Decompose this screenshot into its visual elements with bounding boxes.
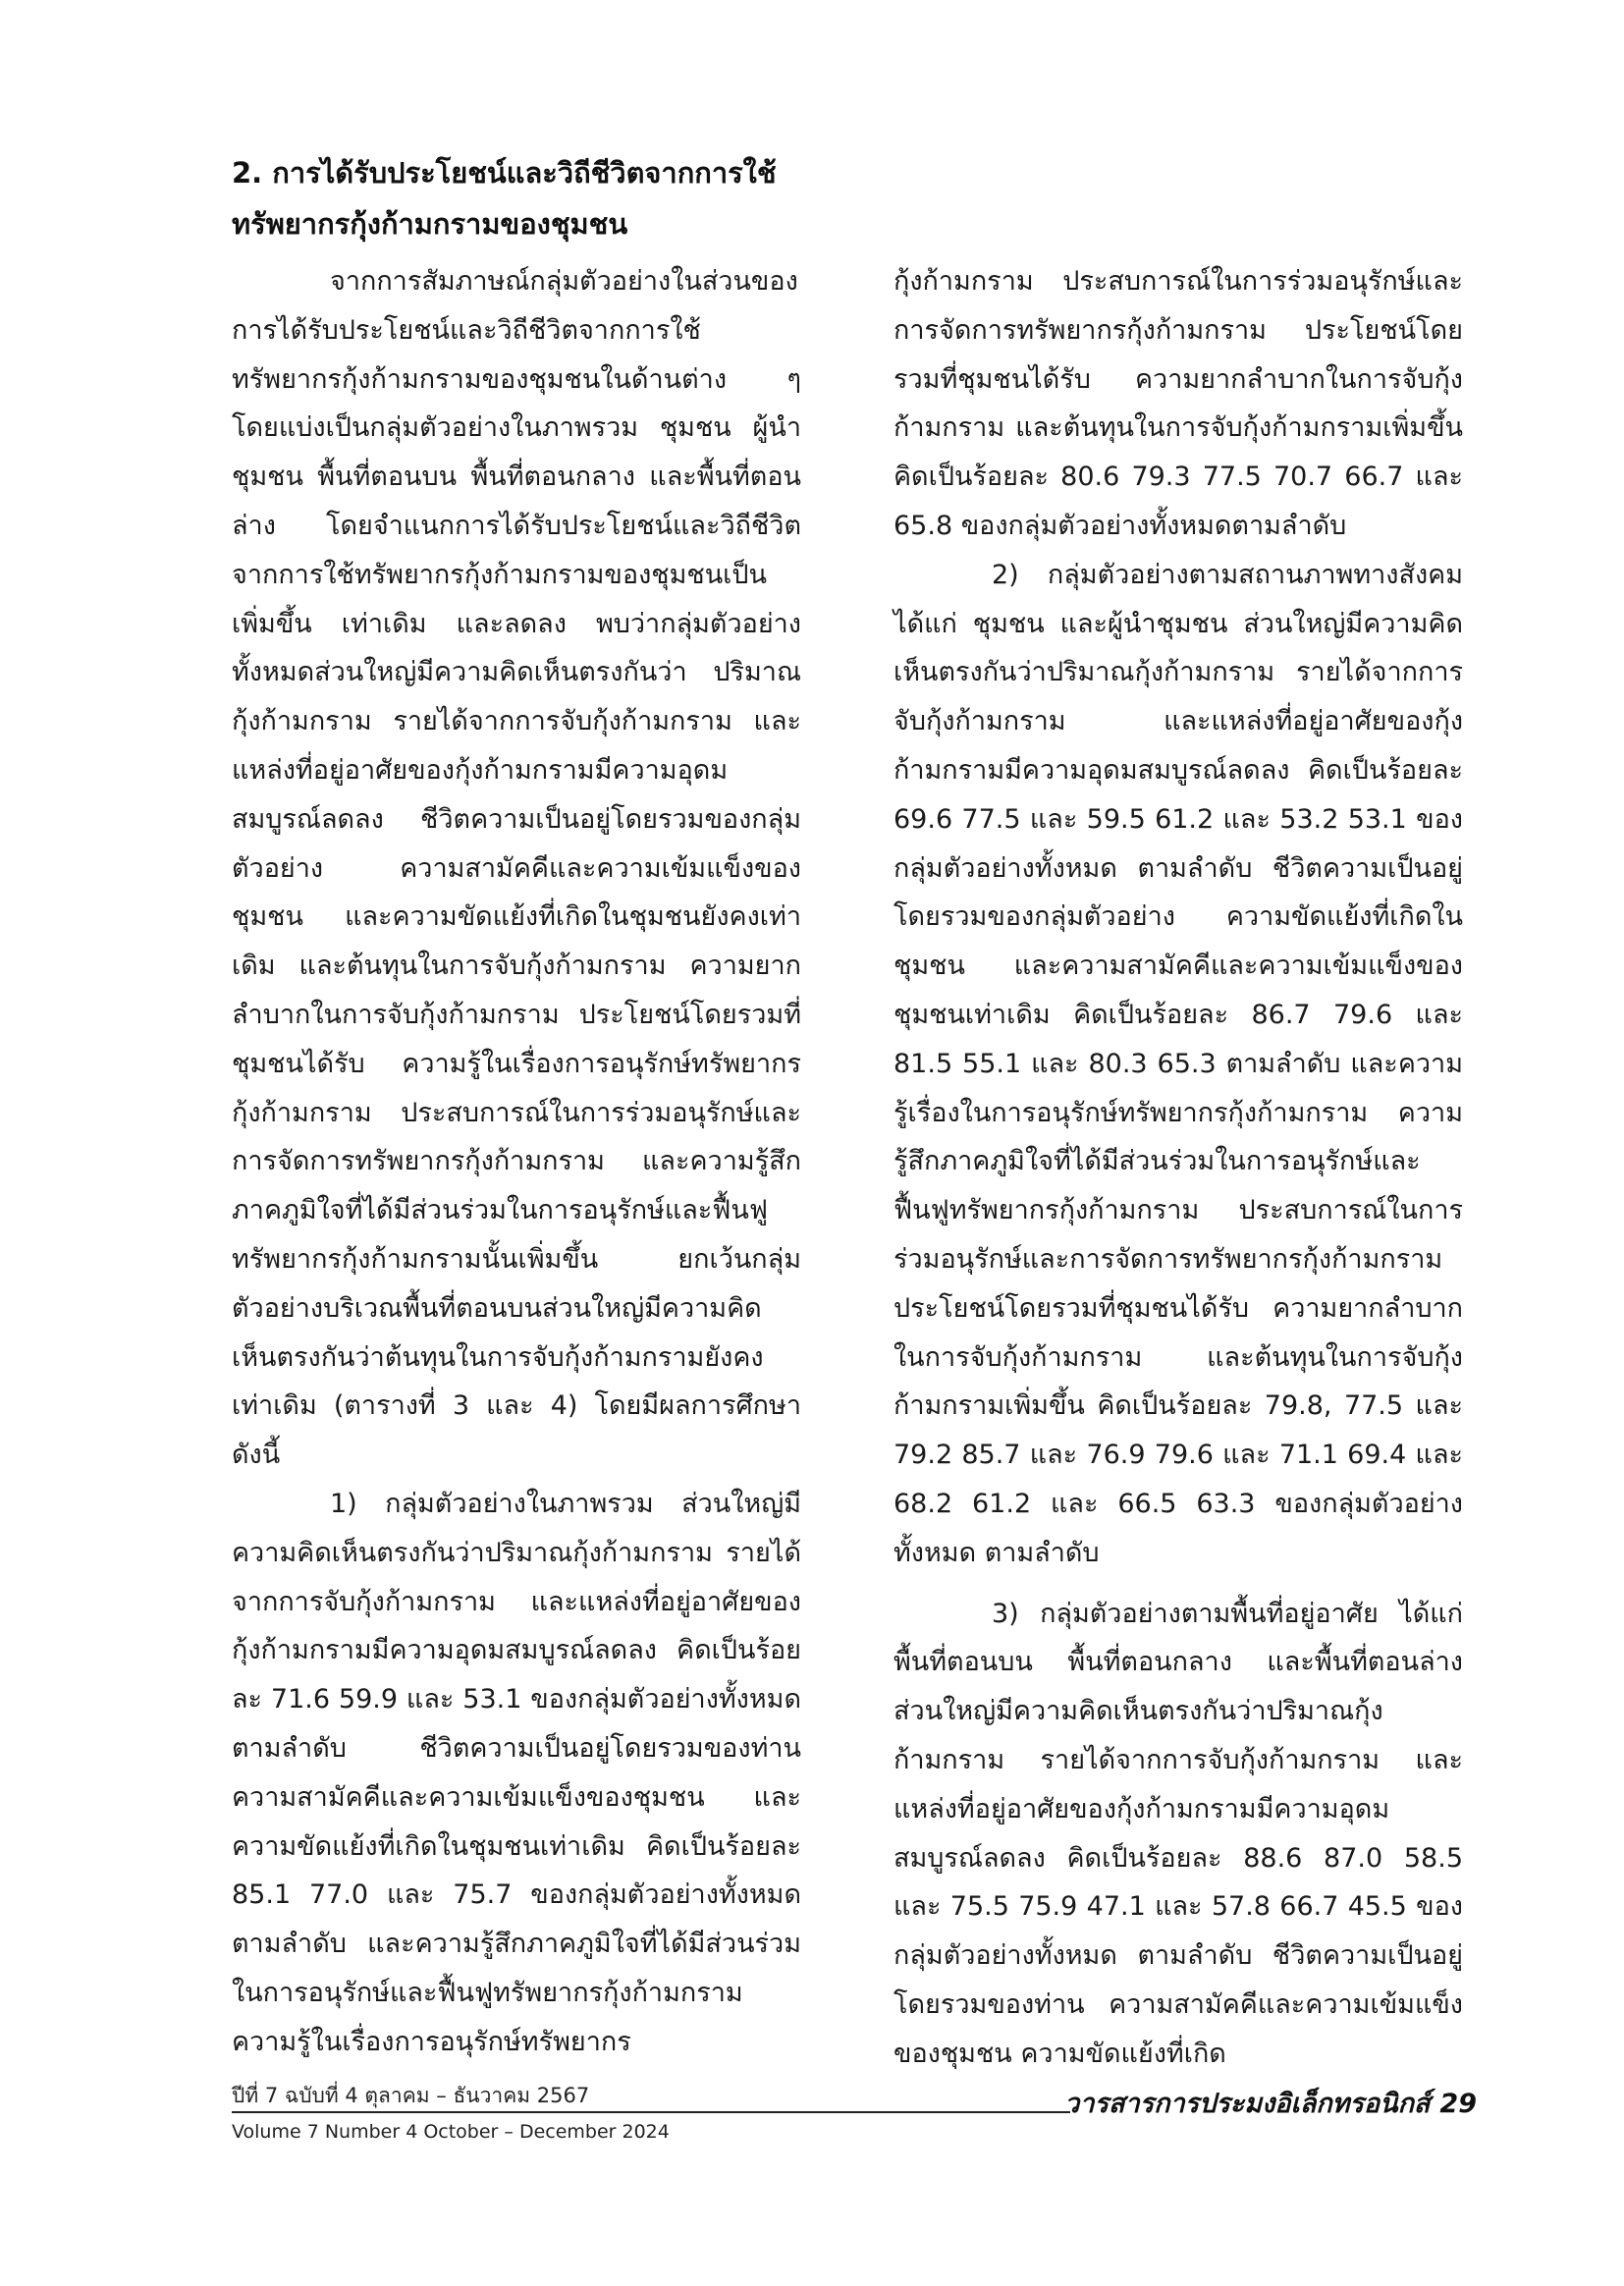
paragraph-overall-sample: 1) กลุ่มตัวอย่างในภาพรวม ส่วนใหญ่มีความคิดเห็นตรงกันว่าปริมาณกุ้งก้ามกราม รายได้จากการจับกุ้งก้ามกราม และแหล่งที่อยู่อาศัยของกุ้งก้ามกรามมีความอุดมสมบูรณ์ลดลง คิดเป็นร้อยละ 71.6 59.9 และ 53.1 ของกลุ่มตัวอย่างทั้งหมด ตามลำดับ ชีวิตความเป็นอยู่โดยรวมของท่าน ความสามัคคีและความเข้มแข็งของชุมชน และความขัดแย้งที่เกิดในชุมชนเท่าเดิม คิดเป็นร้อยละ 85.1 77.0 และ 75.7 ของกลุ่มตัวอย่างทั้งหมด ตามลำดับ และความรู้สึกภาคภูมิใจที่ได้มีส่วนร่วมในการอนุรักษ์และฟื้นฟูทรัพยากรกุ้งก้ามกราม ความรู้ในเรื่องการอนุรักษ์ทรัพยากร [232, 1488, 801, 2057]
paragraph-social-status-sample: 2) กลุ่มตัวอย่างตามสถานภาพทางสังคม ได้แก่ ชุมชน และผู้นำชุมชน ส่วนใหญ่มีความคิดเห็นตรงกันว่าปริมาณกุ้งก้ามกราม รายได้จากการจับกุ้งก้ามกราม และแหล่งที่อยู่อาศัยของกุ้งก้ามกรามมีความอุดมสมบูรณ์ลดลง คิดเป็นร้อยละ 69.6 77.5 และ 59.5 61.2 และ 53.2 53.1 ของกลุ่มตัวอย่างทั้งหมด ตามลำดับ ชีวิตความเป็นอยู่โดยรวมของกลุ่มตัวอย่าง ความขัดแย้งที่เกิดในชุมชน และความสามัคคีและความเข้มแข็งของชุมชนเท่าเดิม คิดเป็นร้อยละ 86.7 79.6 และ 81.5 55.1 และ 80.3 65.3 ตามลำดับ และความรู้เรื่องในการอนุรักษ์ทรัพยากรกุ้งก้ามกราม ความรู้สึกภาคภูมิใจที่ได้มีส่วนร่วมในการอนุรักษ์และฟื้นฟูทรัพยากรกุ้งก้ามกราม ประสบการณ์ในการร่วมอนุรักษ์และการจัดการทรัพยากรกุ้งก้ามกราม ประโยชน์โดยรวมที่ชุมชนได้รับ ความยากลำบากในการจับกุ้งก้ามกราม และต้นทุนในการจับกุ้งก้ามกรามเพิ่มขึ้น คิดเป็นร้อยละ 79.8, 77.5 และ 79.2 85.7 และ 76.9 79.6 และ 71.1 69.4 และ 68.2 61.2 และ 66.5 63.3 ของกลุ่มตัวอย่างทั้งหมด ตามลำดับ [893, 559, 1463, 1568]
section-heading-line-1: 2. การได้รับประโยชน์และวิถีชีวิตจากการใช้ [232, 156, 777, 190]
section-heading-line-2: ทรัพยากรกุ้งก้ามกรามของชุมชน [232, 207, 628, 241]
footer-issue-thai: ปีที่ 7 ฉบับที่ 4 ตุลาคม – ธันวาคม 2567 [232, 2084, 590, 2107]
paragraph-overall-sample-continued: กุ้งก้ามกราม ประสบการณ์ในการร่วมอนุรักษ์และการจัดการทรัพยากรกุ้งก้ามกราม ประโยชน์โดยรวมที่ชุมชนได้รับ ความยากลำบากในการจับกุ้งก้ามกราม และต้นทุนในการจับกุ้งก้ามกรามเพิ่มขึ้น คิดเป็นร้อยละ 80.6 79.3 77.5 70.7 66.7 และ 65.8 ของกลุ่มตัวอย่างทั้งหมดตามลำดับ [893, 266, 1463, 541]
page-number: 29 [1439, 2089, 1477, 2119]
section-heading [232, 147, 860, 249]
footer-journal-title [1064, 2082, 1477, 2124]
left-column [232, 257, 801, 2066]
footer-issue-english: Volume 7 Number 4 October – December 2024 [232, 2121, 670, 2143]
paragraph-residential-area-sample: 3) กลุ่มตัวอย่างตามพื้นที่อยู่อาศัย ได้แก่ พื้นที่ตอนบน พื้นที่ตอนกลาง และพื้นที่ตอนล่าง ส่วนใหญ่มีความคิดเห็นตรงกันว่าปริมาณกุ้งก้ามกราม รายได้จากการจับกุ้งก้ามกราม และแหล่งที่อยู่อาศัยของกุ้งก้ามกรามมีความอุดมสมบูรณ์ลดลง คิดเป็นร้อยละ 88.6 87.0 58.5 และ 75.5 75.9 47.1 และ 57.8 66.7 45.5 ของกลุ่มตัวอย่างทั้งหมด ตามลำดับ ชีวิตความเป็นอยู่โดยรวมของท่าน ความสามัคคีและความเข้มแข็งของชุมชน ความขัดแย้งที่เกิด [893, 1598, 1463, 2069]
paragraph-intro: จากการสัมภาษณ์กลุ่มตัวอย่างในส่วนของการได้รับประโยชน์และวิถีชีวิตจากการใช้ทรัพยากรกุ้งก้ามกรามของชุมชนในด้านต่าง ๆ โดยแบ่งเป็นกลุ่มตัวอย่างในภาพรวม ชุมชน ผู้นำชุมชน พื้นที่ตอนบน พื้นที่ตอนกลาง และพื้นที่ตอนล่าง โดยจำแนกการได้รับประโยชน์และวิถีชีวิตจากการใช้ทรัพยากรกุ้งก้ามกรามของชุมชนเป็น เพิ่มขึ้น เท่าเดิม และลดลง พบว่ากลุ่มตัวอย่างทั้งหมดส่วนใหญ่มีความคิดเห็นตรงกันว่า ปริมาณกุ้งก้ามกราม รายได้จากการจับกุ้งก้ามกราม และแหล่งที่อยู่อาศัยของกุ้งก้ามกรามมีความอุดมสมบูรณ์ลดลง ชีวิตความเป็นอยู่โดยรวมของกลุ่มตัวอย่าง ความสามัคคีและความเข้มแข็งของชุมชน และความขัดแย้งที่เกิดในชุมชนยังคงเท่าเดิม และต้นทุนในการจับกุ้งก้ามกราม ความยากลำบากในการจับกุ้งก้ามกราม ประโยชน์โดยรวมที่ชุมชนได้รับ ความรู้ในเรื่องการอนุรักษ์ทรัพยากรกุ้งก้ามกราม ประสบการณ์ในการร่วมอนุรักษ์และการจัดการทรัพยากรกุ้งก้ามกราม และความรู้สึกภาคภูมิใจที่ได้มีส่วนร่วมในการอนุรักษ์และฟื้นฟูทรัพยากรกุ้งก้ามกรามนั้นเพิ่มขึ้น ยกเว้นกลุ่มตัวอย่างบริเวณพื้นที่ตอนบนส่วนใหญ่มีความคิดเห็นตรงกันว่าต้นทุนในการจับกุ้งก้ามกรามยังคงเท่าเดิม (ตารางที่ 3 และ 4) โดยมีผลการศึกษา ดังนี้ [232, 266, 801, 1471]
journal-name: วารสารการประมงอิเล็กทรอนิกส์ [1064, 2089, 1431, 2119]
right-column [893, 257, 1463, 2078]
footer-divider [232, 2111, 1070, 2113]
